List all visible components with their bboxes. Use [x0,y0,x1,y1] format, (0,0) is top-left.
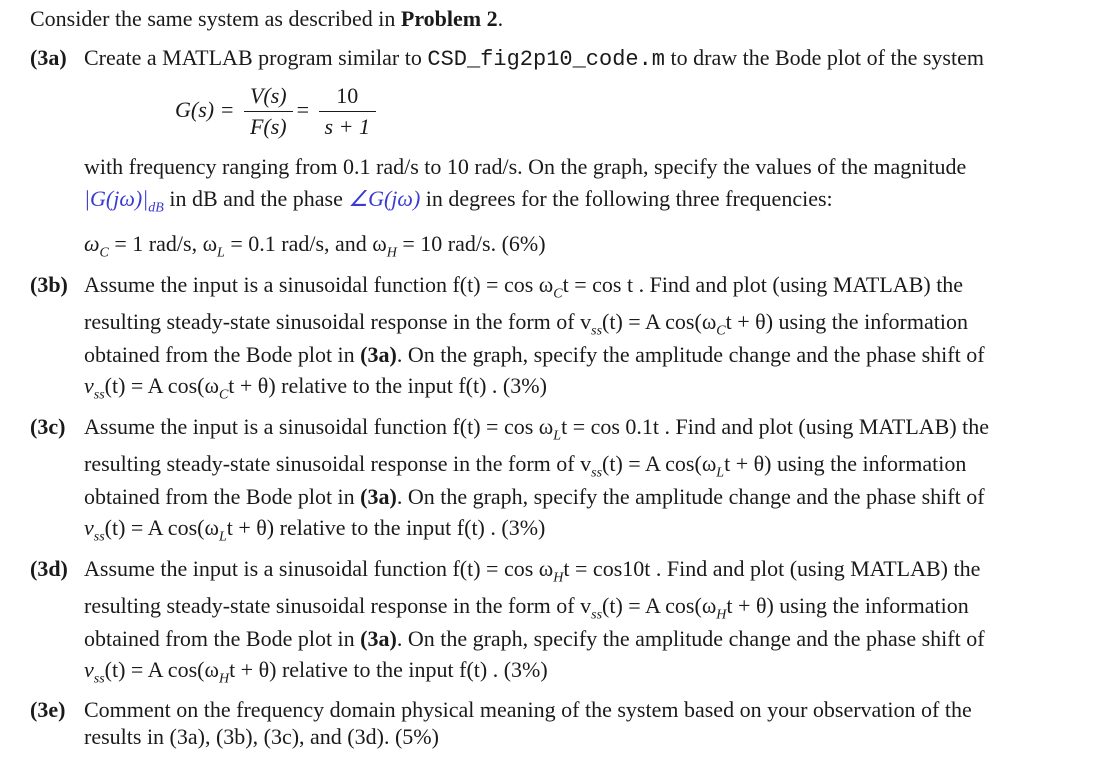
p3a-line1: Create a MATLAB program similar to CSD_fig2p10_code.m to draw the Bode plot of the system [84,45,984,72]
p3d-line2: resulting steady-state sinusoidal response in the form of $v_{ss}(t) = A$ $\cos(\omega_Ht + \theta)$ using the information [84,593,969,623]
p3e-line2: results in (3a), (3b), (3c), and (3d). (5%) [84,724,439,749]
code-filename: CSD_fig2p10_code.m [427,47,666,72]
magnitude-expr: |G(jω)| [84,186,149,211]
intro-line: Consider the same system as described in Problem 2. [30,6,504,31]
p3b-line3: obtained from the Bode plot in (3a). On the graph, specify the amplitude change and the phase shift of [84,342,985,367]
p3a-line4: $|G(j\omega)|_{dB}$ in dB and the phase ∠G(jω) in degrees for the following three frequencies: [84,186,833,216]
p3b-line1: Assume the input is a sinusoidal function $f(t) = \cos \omega_Ct = \cos t$ . Find and plot (using MATLAB) the [84,272,964,302]
fraction-v-over-f: $\frac{V(s)}{F(s)}$ [244,83,293,140]
p3a-frequencies: $\omega_C = 1$ rad/s, $\omega_L = 0.1$ rad/s, and $\omega_H = 10$ rad/s. (6%) [84,231,546,261]
p3d-line1: Assume the input is a sinusoidal function $f(t) = \cos \omega_Ht = \cos 10t$ . Find and plot (using MATLAB) the [84,556,981,586]
p3d-line4: $v_{ss}(t) = A$ $\cos(\omega_Ht + \theta)$ relative to the input f(t) . (3%) [84,657,548,687]
p3c-line4: $v_{ss}(t) = A$ $\cos(\omega_Lt + \theta)$ relative to the input f(t) . (3%) [84,515,546,545]
phase-expr: ∠G(jω) [348,186,421,211]
label-3d: (3d) [30,556,68,581]
label-3c: (3c) [30,414,66,439]
label-3b: (3b) [30,272,68,297]
p3b-line2: resulting steady-state sinusoidal response in the form of $v_{ss}(t) = A$ $\cos(\omega_Ct + \theta)$ using the information [84,309,968,339]
p3c-line3: obtained from the Bode plot in (3a). On the graph, specify the amplitude change and the phase shift of [84,484,985,509]
label-3e: (3e) [30,697,66,722]
label-3a: (3a) [30,45,67,70]
p3a-line3: with frequency ranging from 0.1 rad/s to 10 rad/s. On the graph, specify the values of the magnitude [84,154,967,179]
fraction-10-over-s1: $\frac{10}{s + 1}$ [319,83,376,140]
p3e-line1: Comment on the frequency domain physical meaning of the system based on your observation of the [84,697,972,722]
p3c-line2: resulting steady-state sinusoidal response in the form of $v_{ss}(t) = A$ $\cos(\omega_Lt + \theta)$ using the information [84,451,967,481]
transfer-function: G(s) = $\frac{V(s)}{F(s)}$ = $\frac{10}{s + 1}$ [175,80,380,140]
p3b-line4: $v_{ss}(t) = A$ $\cos(\omega_Ct + \theta)$ relative to the input f(t) . (3%) [84,373,547,403]
p3d-line3: obtained from the Bode plot in (3a). On the graph, specify the amplitude change and the phase shift of [84,626,985,651]
p3c-line1: Assume the input is a sinusoidal function $f(t) = \cos \omega_Lt = \cos 0.1t$ . Find and plot (using MATLAB) the [84,414,990,444]
problem-ref: Problem 2 [400,6,498,31]
